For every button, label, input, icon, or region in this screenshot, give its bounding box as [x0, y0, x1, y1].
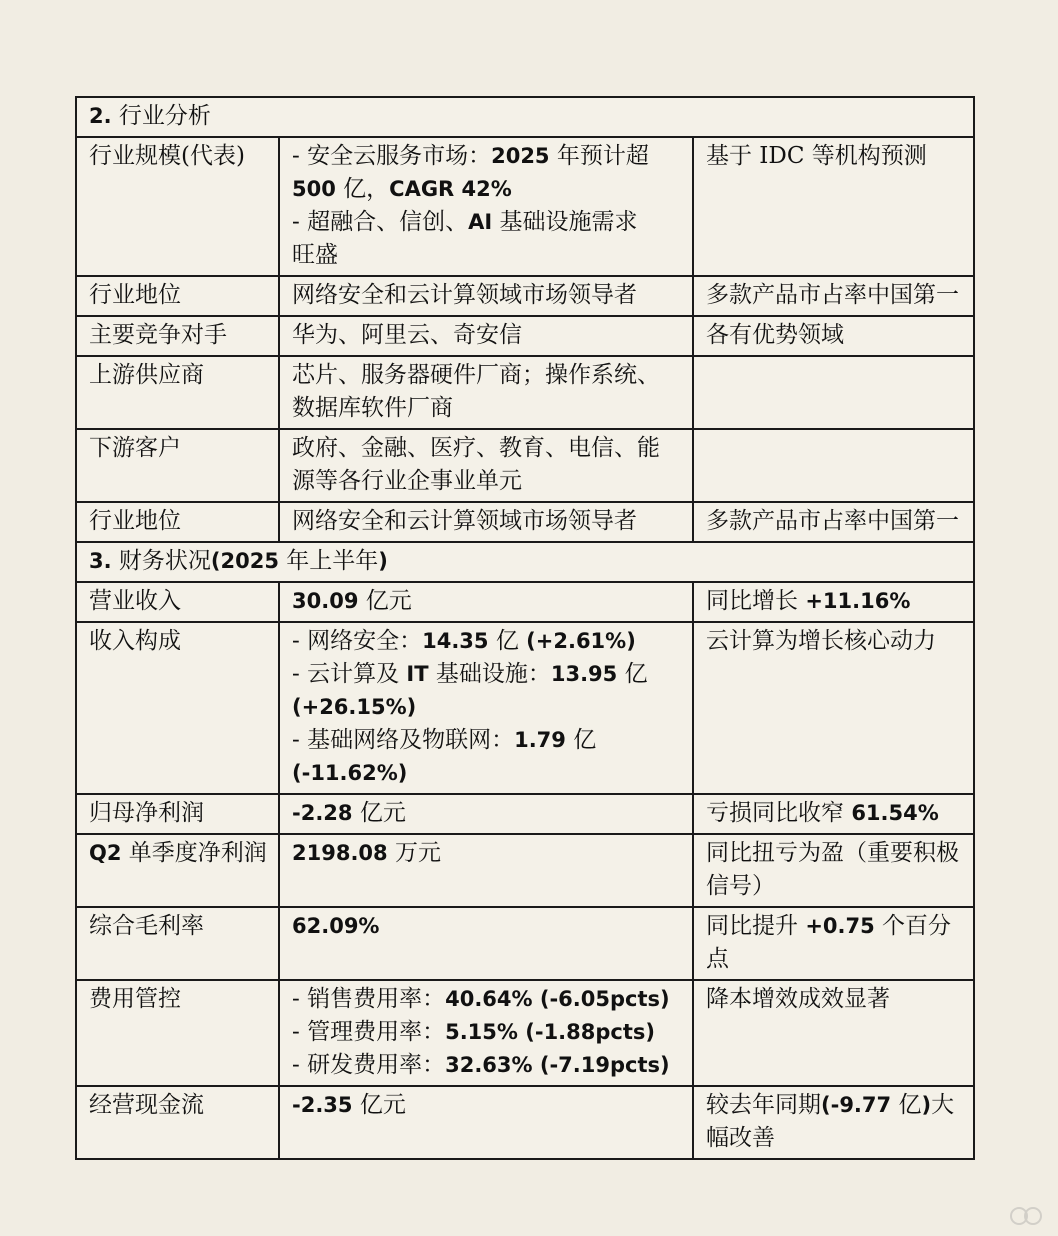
- table-row: [76, 622, 974, 794]
- row-value: - 安全云服务市场：2025 年预计超 500 亿，CAGR 42% - 超融合、信创、AI 基础设施需求 旺盛: [279, 137, 693, 276]
- row-note: 同比增长 +11.16%: [693, 582, 974, 622]
- row-value: -2.28 亿元: [279, 794, 693, 834]
- row-label: 行业规模(代表): [76, 137, 279, 276]
- row-value: - 网络安全：14.35 亿 (+2.61%) - 云计算及 IT 基础设施：13.95 亿 (+26.15%) - 基础网络及物联网：1.79 亿 (-11.62%): [279, 622, 693, 794]
- row-value: -2.35 亿元: [279, 1086, 693, 1159]
- row-note: [693, 429, 974, 502]
- row-label: 行业地位: [76, 276, 279, 316]
- row-value: 华为、阿里云、奇安信: [279, 316, 693, 356]
- section-2-header: [76, 97, 974, 137]
- row-note: 同比扭亏为盈（重要积极信号）: [693, 834, 974, 907]
- row-label: 行业地位: [76, 502, 279, 542]
- row-label: Q2 单季度净利润: [76, 834, 279, 907]
- row-label: 归母净利润: [76, 794, 279, 834]
- row-value: 62.09%: [279, 907, 693, 980]
- row-label: 主要竞争对手: [76, 316, 279, 356]
- row-label: 下游客户: [76, 429, 279, 502]
- row-note: 降本增效成效显著: [693, 980, 974, 1086]
- row-label: 收入构成: [76, 622, 279, 794]
- row-note: 多款产品市占率中国第一: [693, 502, 974, 542]
- table-row: [76, 794, 974, 834]
- table-row: [76, 356, 974, 429]
- table-row: [76, 429, 974, 502]
- row-note: 各有优势领域: [693, 316, 974, 356]
- table-row: [76, 980, 974, 1086]
- row-note: 多款产品市占率中国第一: [693, 276, 974, 316]
- row-note: 云计算为增长核心动力: [693, 622, 974, 794]
- table-row: [76, 834, 974, 907]
- table-row: [76, 137, 974, 276]
- row-label: 费用管控: [76, 980, 279, 1086]
- section-3-header: [76, 542, 974, 582]
- table-row: [76, 276, 974, 316]
- section-3-title: 3. 财务状况(2025 年上半年): [76, 542, 974, 582]
- section-2-title: 2. 行业分析: [76, 97, 974, 137]
- table-row: [76, 502, 974, 542]
- row-label: 营业收入: [76, 582, 279, 622]
- row-note: [693, 356, 974, 429]
- table-row: [76, 1086, 974, 1159]
- watermark-icon: [1010, 1206, 1044, 1226]
- row-value: - 销售费用率：40.64% (-6.05pcts) - 管理费用率：5.15% (-1.88pcts) - 研发费用率：32.63% (-7.19pcts): [279, 980, 693, 1086]
- row-value: 网络安全和云计算领域市场领导者: [279, 502, 693, 542]
- row-label: 上游供应商: [76, 356, 279, 429]
- table-row: [76, 316, 974, 356]
- row-note: 较去年同期(-9.77 亿)大幅改善: [693, 1086, 974, 1159]
- table-row: [76, 907, 974, 980]
- row-label: 综合毛利率: [76, 907, 279, 980]
- row-note: 同比提升 +0.75 个百分点: [693, 907, 974, 980]
- row-label: 经营现金流: [76, 1086, 279, 1159]
- row-value: 2198.08 万元: [279, 834, 693, 907]
- row-note: 亏损同比收窄 61.54%: [693, 794, 974, 834]
- row-value: 芯片、服务器硬件厂商；操作系统、数据库软件厂商: [279, 356, 693, 429]
- row-value: 网络安全和云计算领域市场领导者: [279, 276, 693, 316]
- row-value: 30.09 亿元: [279, 582, 693, 622]
- table-row: [76, 582, 974, 622]
- analysis-table: [75, 96, 975, 1160]
- row-value: 政府、金融、医疗、教育、电信、能源等各行业企事业单元: [279, 429, 693, 502]
- row-note: 基于 IDC 等机构预测: [693, 137, 974, 276]
